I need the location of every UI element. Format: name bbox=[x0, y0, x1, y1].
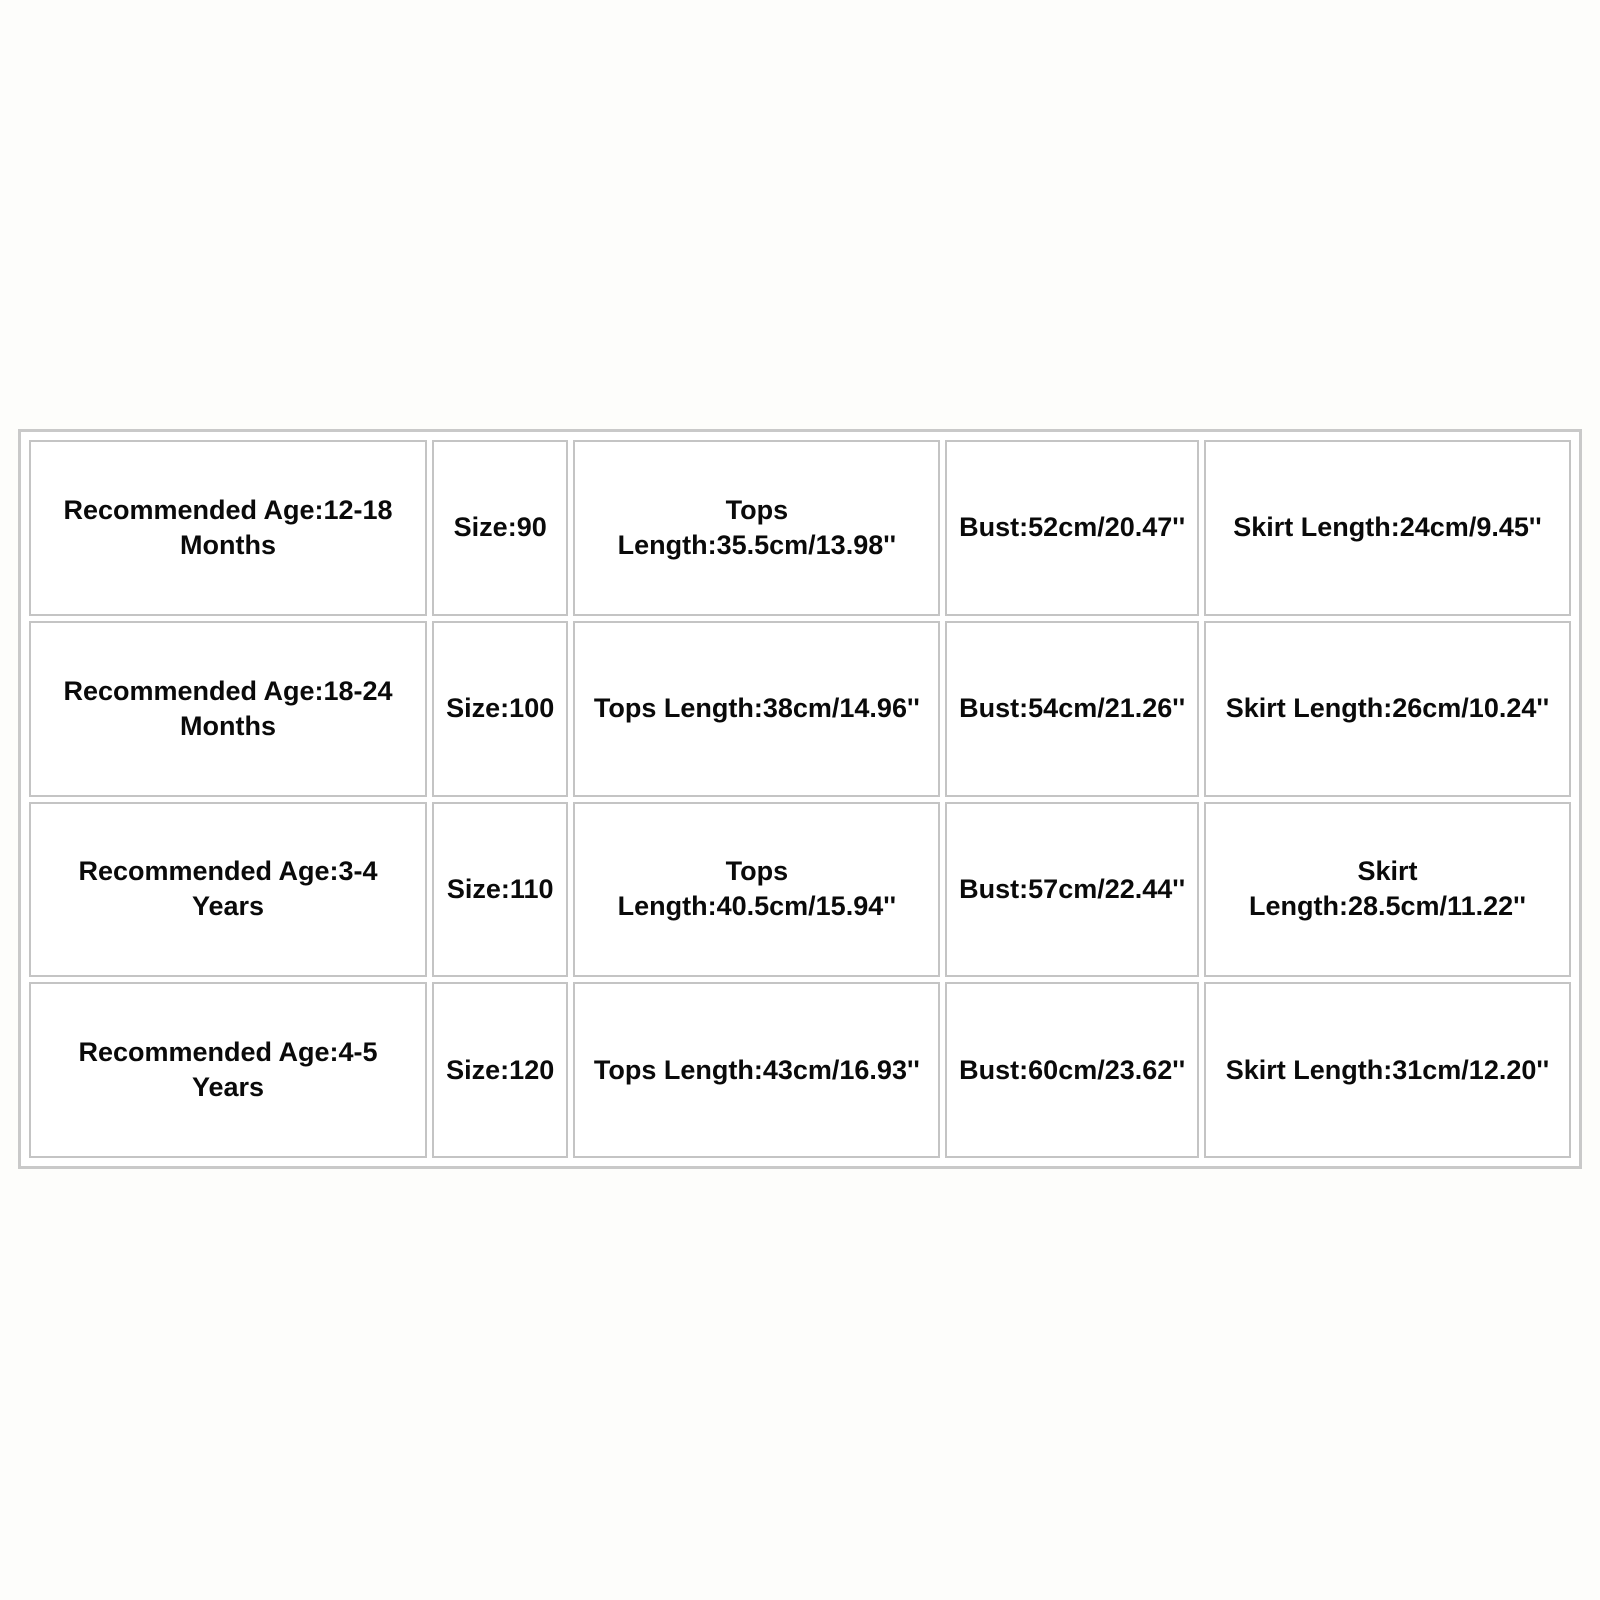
table-row bbox=[29, 982, 1571, 1158]
skirt-length-cell: Skirt Length:26cm/10.24'' bbox=[1204, 621, 1571, 797]
size-cell: Size:100 bbox=[432, 621, 568, 797]
recommended-age-cell: Recommended Age:4-5 Years bbox=[29, 982, 427, 1158]
bust-cell: Bust:57cm/22.44'' bbox=[945, 802, 1199, 978]
size-cell: Size:90 bbox=[432, 440, 568, 616]
bust-cell: Bust:54cm/21.26'' bbox=[945, 621, 1199, 797]
table-row bbox=[29, 621, 1571, 797]
skirt-length-cell: Skirt Length:28.5cm/11.22'' bbox=[1204, 802, 1571, 978]
tops-length-cell: Tops Length:43cm/16.93'' bbox=[573, 982, 940, 1158]
bust-cell: Bust:52cm/20.47'' bbox=[945, 440, 1199, 616]
recommended-age-cell: Recommended Age:18-24 Months bbox=[29, 621, 427, 797]
size-table-frame bbox=[18, 429, 1582, 1169]
tops-length-cell: Tops Length:35.5cm/13.98'' bbox=[573, 440, 940, 616]
size-cell: Size:120 bbox=[432, 982, 568, 1158]
skirt-length-cell: Skirt Length:24cm/9.45'' bbox=[1204, 440, 1571, 616]
tops-length-cell: Tops Length:40.5cm/15.94'' bbox=[573, 802, 940, 978]
recommended-age-cell: Recommended Age:3-4 Years bbox=[29, 802, 427, 978]
bust-cell: Bust:60cm/23.62'' bbox=[945, 982, 1199, 1158]
table-row bbox=[29, 802, 1571, 978]
tops-length-cell: Tops Length:38cm/14.96'' bbox=[573, 621, 940, 797]
size-cell: Size:110 bbox=[432, 802, 568, 978]
table-row bbox=[29, 440, 1571, 616]
size-table bbox=[24, 435, 1576, 1163]
recommended-age-cell: Recommended Age:12-18 Months bbox=[29, 440, 427, 616]
skirt-length-cell: Skirt Length:31cm/12.20'' bbox=[1204, 982, 1571, 1158]
